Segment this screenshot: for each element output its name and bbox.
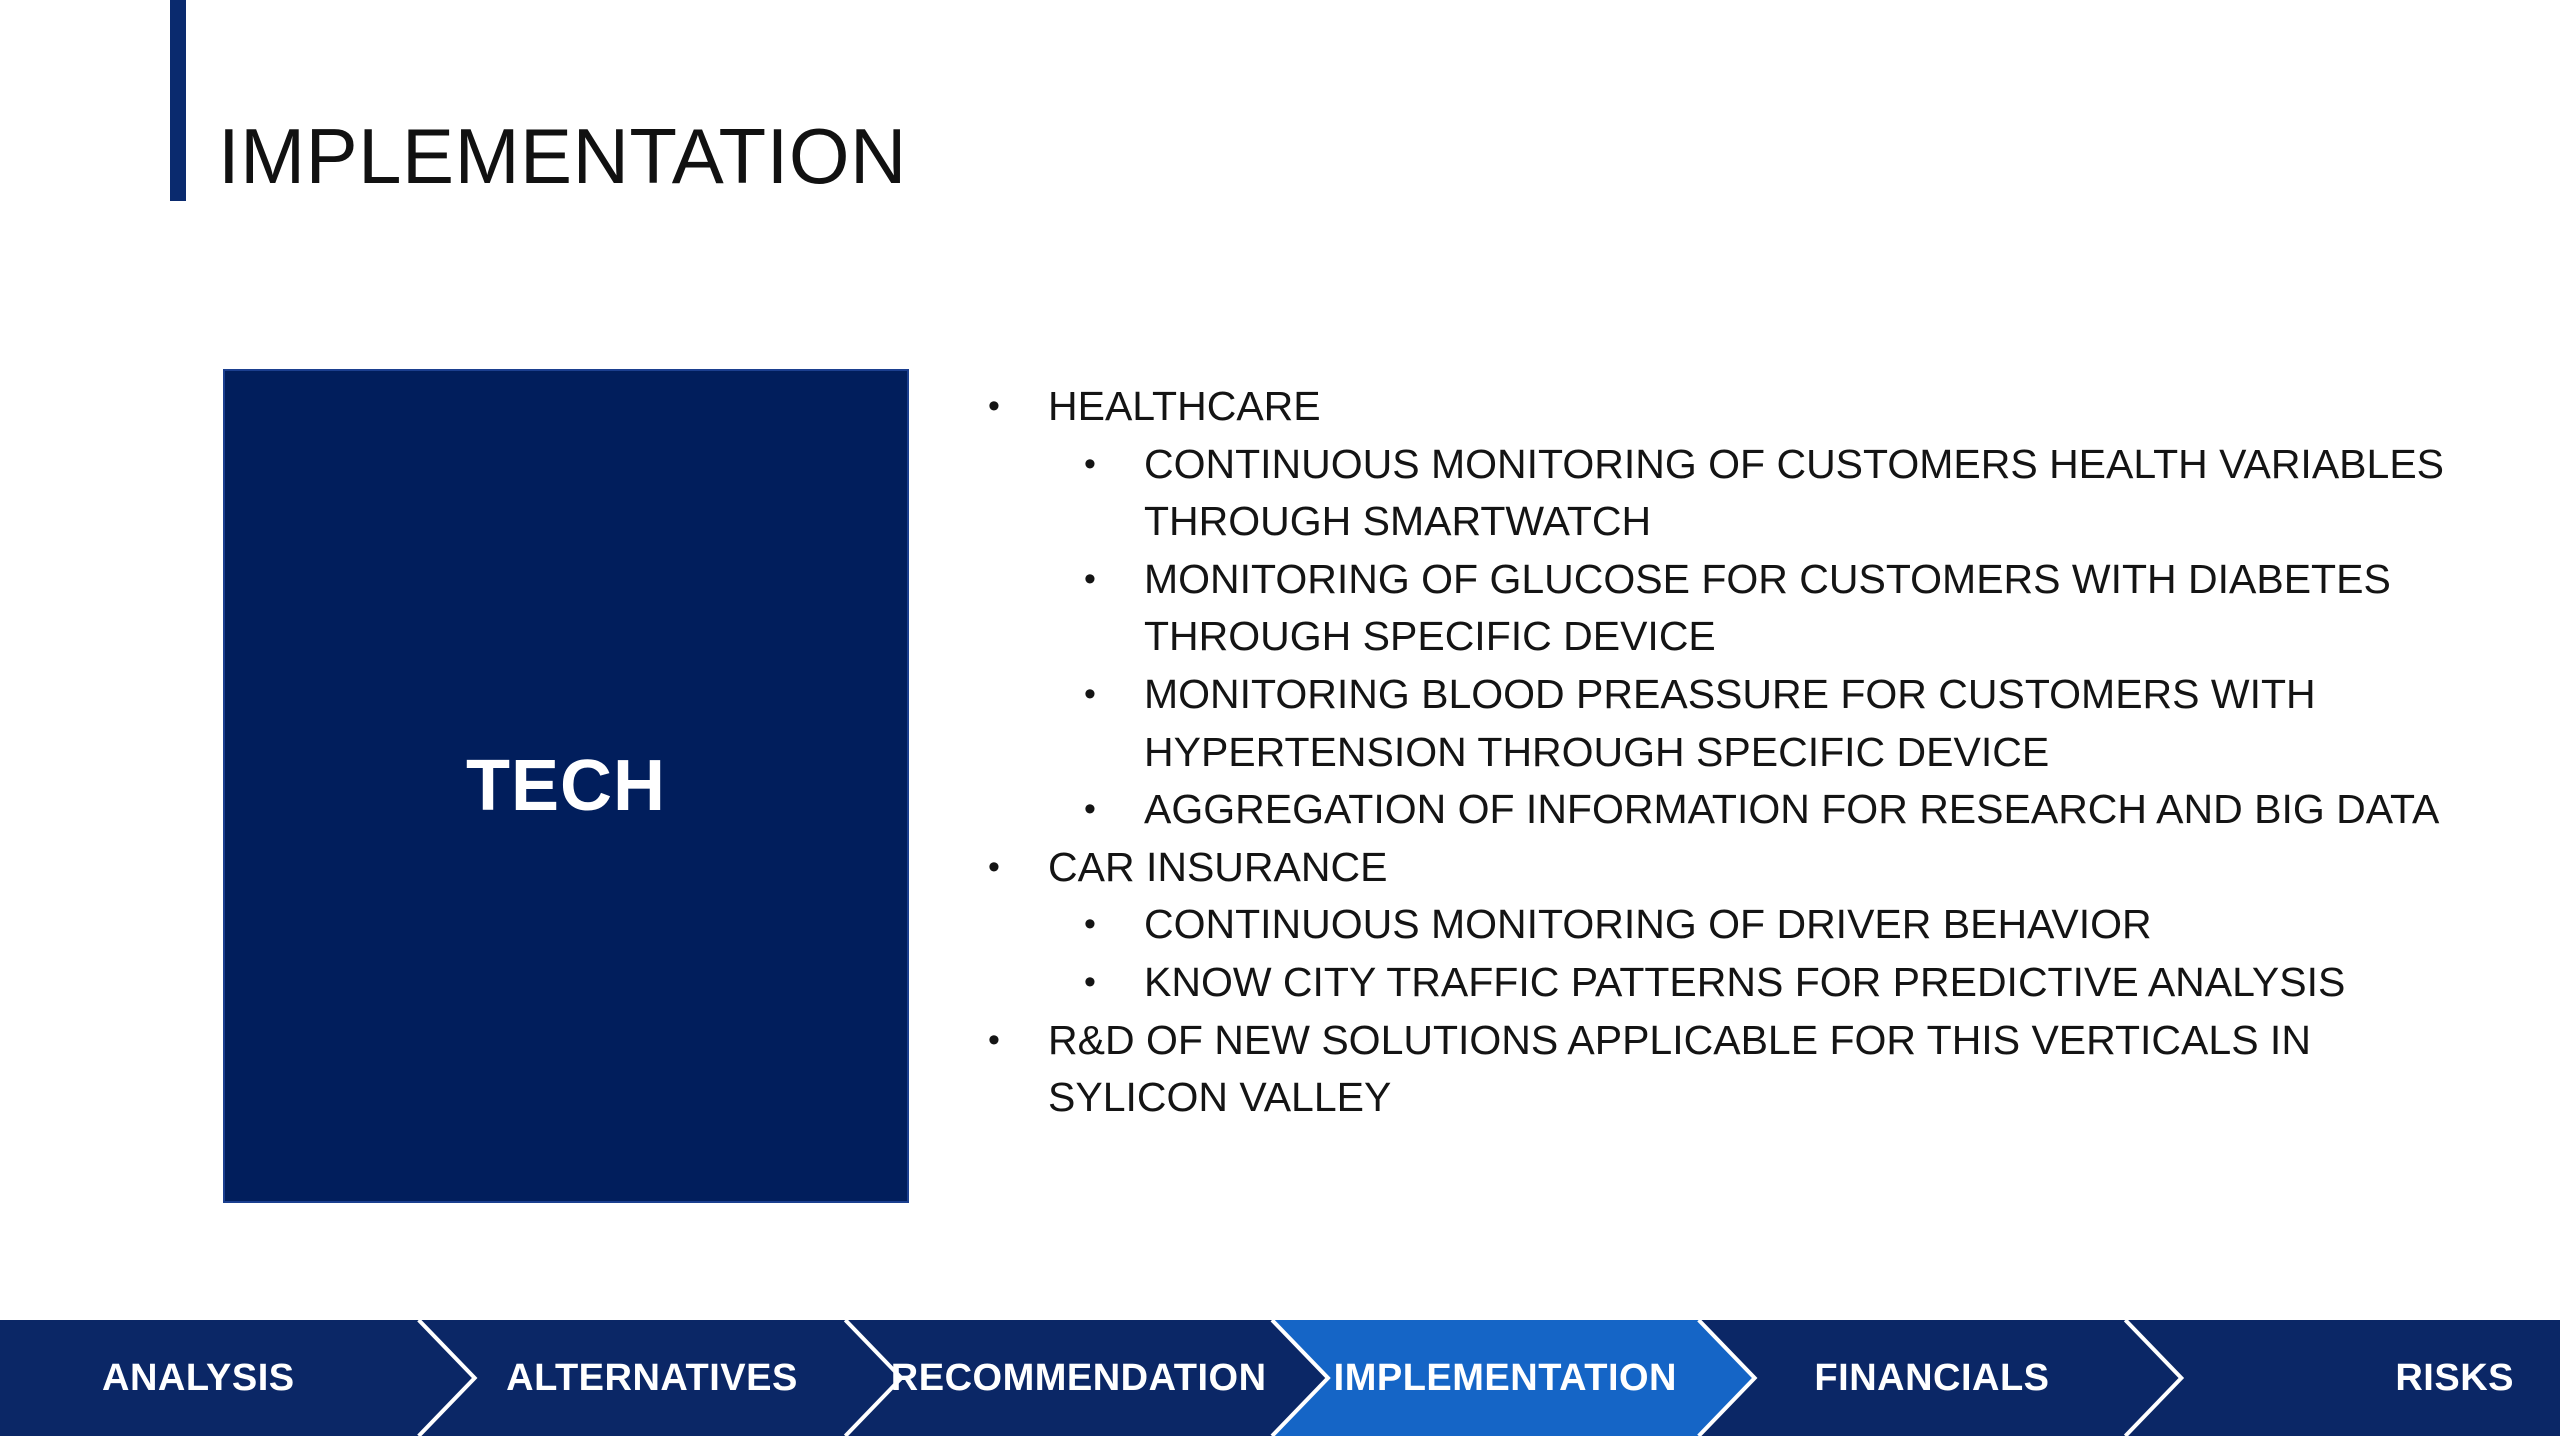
sub-bullet-dot-icon: • bbox=[1084, 905, 1096, 944]
sub-bullet-dot-icon: • bbox=[1084, 674, 1096, 713]
bullet-text: CAR INSURANCE bbox=[1048, 843, 1388, 890]
sub-bullet-item bbox=[980, 954, 2460, 1012]
nav-step-risks[interactable]: RISKS bbox=[2395, 1356, 2514, 1399]
nav-step-implementation[interactable]: IMPLEMENTATION bbox=[1333, 1356, 1677, 1399]
sub-bullet-group bbox=[980, 896, 2460, 1011]
sub-bullet-item bbox=[980, 896, 2460, 954]
tech-box-label: TECH bbox=[466, 746, 666, 826]
sub-bullet-group bbox=[980, 436, 2460, 839]
sub-bullet-item bbox=[980, 781, 2460, 839]
sub-bullet-dot-icon: • bbox=[1084, 559, 1096, 598]
nav-step-recommendation[interactable]: RECOMMENDATION bbox=[890, 1356, 1267, 1399]
bullet-list-level-2 bbox=[980, 896, 2460, 1011]
bullet-list-level-1 bbox=[980, 378, 2460, 1127]
sub-bullet-text: CONTINUOUS MONITORING OF DRIVER BEHAVIOR bbox=[1144, 901, 2152, 948]
nav-step-financials[interactable]: FINANCIALS bbox=[1814, 1356, 2050, 1399]
sub-bullet-item bbox=[980, 436, 2460, 551]
nav-step-alternatives[interactable]: ALTERNATIVES bbox=[506, 1356, 798, 1399]
sub-bullet-dot-icon: • bbox=[1084, 962, 1096, 1001]
sub-bullet-dot-icon: • bbox=[1084, 444, 1096, 483]
bullet-text: R&D OF NEW SOLUTIONS APPLICABLE FOR THIS VERTICALS IN SYLICON VALLEY bbox=[1048, 1016, 2311, 1121]
bullet-text: HEALTHCARE bbox=[1048, 383, 1321, 429]
sub-bullet-item bbox=[980, 666, 2460, 781]
sub-bullet-item bbox=[980, 551, 2460, 666]
bullet-item bbox=[980, 1012, 2460, 1127]
bullet-list-level-2 bbox=[980, 436, 2460, 839]
title-accent-bar bbox=[170, 0, 186, 201]
sub-bullet-text: MONITORING OF GLUCOSE FOR CUSTOMERS WITH DIABETES THROUGH SPECIFIC DEVICE bbox=[1144, 555, 2391, 660]
bullet-dot-icon: • bbox=[988, 1020, 1000, 1059]
sub-bullet-text: CONTINUOUS MONITORING OF CUSTOMERS HEALTH VARIABLES THROUGH SMARTWATCH bbox=[1144, 440, 2445, 545]
tech-box bbox=[223, 369, 909, 1203]
bullet-item bbox=[980, 378, 2460, 436]
bullet-dot-icon: • bbox=[988, 387, 1000, 425]
bullet-item bbox=[980, 839, 2460, 897]
sub-bullet-text: MONITORING BLOOD PREASSURE FOR CUSTOMERS WITH HYPERTENSION THROUGH SPECIFIC DEVICE bbox=[1144, 670, 2316, 775]
nav-step-analysis[interactable]: ANALYSIS bbox=[102, 1356, 295, 1399]
sub-bullet-dot-icon: • bbox=[1084, 790, 1096, 829]
sub-bullet-text: AGGREGATION OF INFORMATION FOR RESEARCH AND BIG DATA bbox=[1144, 786, 2440, 833]
sub-bullet-text: KNOW CITY TRAFFIC PATTERNS FOR PREDICTIVE ANALYSIS bbox=[1144, 958, 2346, 1005]
slide-title: IMPLEMENTATION bbox=[218, 112, 907, 200]
bullet-list bbox=[980, 378, 2460, 1127]
bullet-dot-icon: • bbox=[988, 847, 1000, 886]
